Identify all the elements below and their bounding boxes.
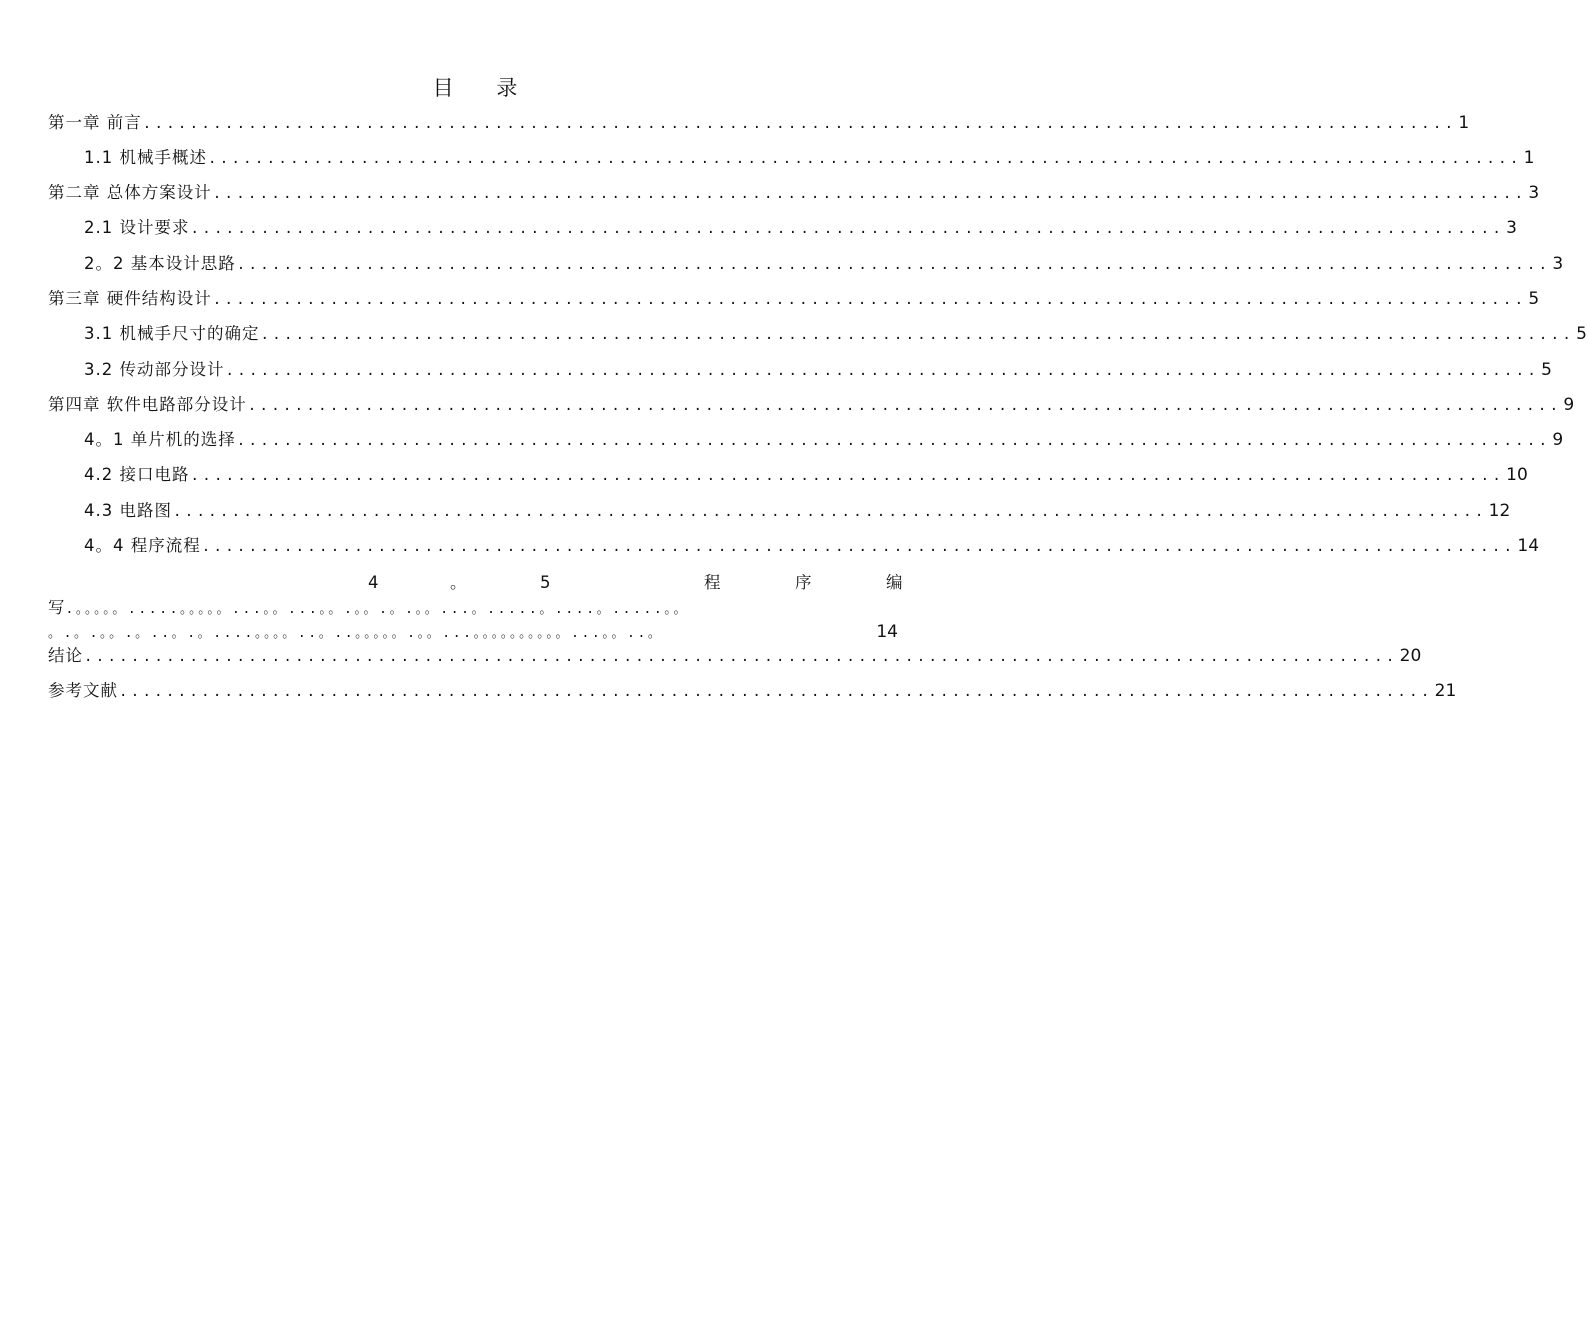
toc-entry-section-4-1[interactable] bbox=[84, 428, 1564, 452]
toc-page-number: 5 bbox=[1576, 324, 1587, 344]
toc-entry-references[interactable] bbox=[48, 679, 1457, 703]
dot-leader: ................................................................................................................ bbox=[236, 433, 1551, 449]
dot-leader: ................................................................................................................ bbox=[190, 468, 1505, 484]
split-text: 写 bbox=[48, 598, 66, 617]
toc-entry-section-4-2[interactable] bbox=[84, 463, 1528, 487]
toc-entry-chapter-4[interactable] bbox=[48, 393, 1575, 417]
dot-leader: ................................................................................................................ bbox=[212, 186, 1527, 202]
dot-leader: ................................................................................................................ bbox=[142, 116, 1457, 132]
toc-entry-section-4-5-line3[interactable] bbox=[48, 619, 904, 645]
toc-entry-section-2-1[interactable] bbox=[84, 216, 1517, 240]
toc-entry-label: 第四章 软件电路部分设计 bbox=[48, 395, 247, 414]
toc-title: 目 录 bbox=[432, 76, 536, 100]
toc-entry-label: 3.2 传动部分设计 bbox=[84, 360, 225, 379]
toc-page-number: 3 bbox=[1528, 183, 1540, 203]
toc-entry-chapter-2[interactable] bbox=[48, 181, 1540, 205]
toc-page-number: 5 bbox=[1528, 289, 1540, 309]
toc-entry-label: 1.1 机械手概述 bbox=[84, 148, 207, 167]
toc-page-number: 21 bbox=[1434, 681, 1457, 701]
split-char: 编 bbox=[886, 573, 903, 592]
toc-entry-section-3-1[interactable] bbox=[84, 322, 1587, 346]
toc-entry-label: 4。1 单片机的选择 bbox=[84, 430, 236, 449]
toc-entry-section-4-4[interactable] bbox=[84, 534, 1540, 558]
toc-page-number: 3 bbox=[1552, 254, 1564, 274]
toc-entry-label: 4。4 程序流程 bbox=[84, 536, 201, 555]
toc-page-number: 1 bbox=[1523, 148, 1535, 168]
toc-entry-label: 第二章 总体方案设计 bbox=[48, 183, 212, 202]
toc-page-number: 5 bbox=[1541, 360, 1552, 380]
toc-entry-label: 第三章 硬件结构设计 bbox=[48, 289, 212, 308]
toc-entry-label: 3.1 机械手尺寸的确定 bbox=[84, 324, 260, 343]
toc-page-number: 14 bbox=[876, 619, 898, 645]
dot-leader: 。.。.。。.。..。.。....。。。。..。..。。。。。.。。...。。。。。。。。。。...。。..。 bbox=[48, 626, 664, 641]
toc-page-number: 3 bbox=[1506, 218, 1517, 238]
toc-page-number: 20 bbox=[1399, 646, 1422, 666]
toc-entry-section-4-3[interactable] bbox=[84, 499, 1511, 523]
toc-entry-label: 第一章 前言 bbox=[48, 113, 142, 132]
split-char: 序 bbox=[795, 573, 812, 592]
toc-page-number: 1 bbox=[1458, 113, 1470, 133]
toc-page-number: 9 bbox=[1552, 430, 1564, 450]
dot-leader: ................................................................................................................ bbox=[119, 684, 1433, 700]
toc-entry-section-4-5-line1[interactable] bbox=[48, 570, 904, 596]
dot-leader: ................................................................................................................ bbox=[208, 151, 1522, 167]
dot-leader: ................................................................................................................ bbox=[247, 398, 1562, 414]
dot-leader: ................................................................................................................ bbox=[260, 327, 1575, 343]
dot-leader: .。。。。。.....。。。。。...。。...。。.。。.。.。。...。.....。....。.....。。 bbox=[65, 602, 690, 617]
toc-entry-section-1-1[interactable] bbox=[84, 146, 1535, 170]
toc-entry-section-4-5-line2[interactable] bbox=[48, 595, 904, 621]
toc-entry-conclusion[interactable] bbox=[48, 644, 1422, 668]
toc-page-number: 14 bbox=[1517, 536, 1540, 556]
toc-entry-label: 参考文献 bbox=[48, 681, 118, 700]
toc-entry-chapter-3[interactable] bbox=[48, 287, 1540, 311]
toc-page-number: 12 bbox=[1488, 501, 1511, 521]
dot-leader: ................................................................................................................ bbox=[173, 504, 1487, 520]
dot-leader: ................................................................................................................ bbox=[212, 292, 1527, 308]
split-char: 。 bbox=[450, 573, 467, 592]
dot-leader: ................................................................................................................ bbox=[225, 363, 1540, 379]
dot-leader: ................................................................................................................ bbox=[201, 539, 1516, 555]
split-char: 4 bbox=[368, 573, 379, 592]
toc-entry-label: 2。2 基本设计思路 bbox=[84, 254, 236, 273]
dot-leader: ................................................................................................................ bbox=[84, 649, 1398, 665]
toc-entry-chapter-1[interactable] bbox=[48, 111, 1470, 135]
toc-entry-label: 结论 bbox=[48, 646, 83, 665]
toc-entry-section-2-2[interactable] bbox=[84, 252, 1564, 276]
toc-entry-section-3-2[interactable] bbox=[84, 358, 1552, 382]
toc-page-number: 9 bbox=[1563, 395, 1575, 415]
toc-entry-label: 4.2 接口电路 bbox=[84, 465, 190, 484]
toc-page-number: 10 bbox=[1506, 465, 1528, 485]
dot-leader: ................................................................................................................ bbox=[190, 221, 1505, 237]
dot-leader: ................................................................................................................ bbox=[236, 257, 1551, 273]
toc-entry-label: 4.3 电路图 bbox=[84, 501, 172, 520]
split-char: 5 bbox=[540, 573, 551, 592]
split-char: 程 bbox=[704, 573, 721, 592]
toc-entry-label: 2.1 设计要求 bbox=[84, 218, 190, 237]
